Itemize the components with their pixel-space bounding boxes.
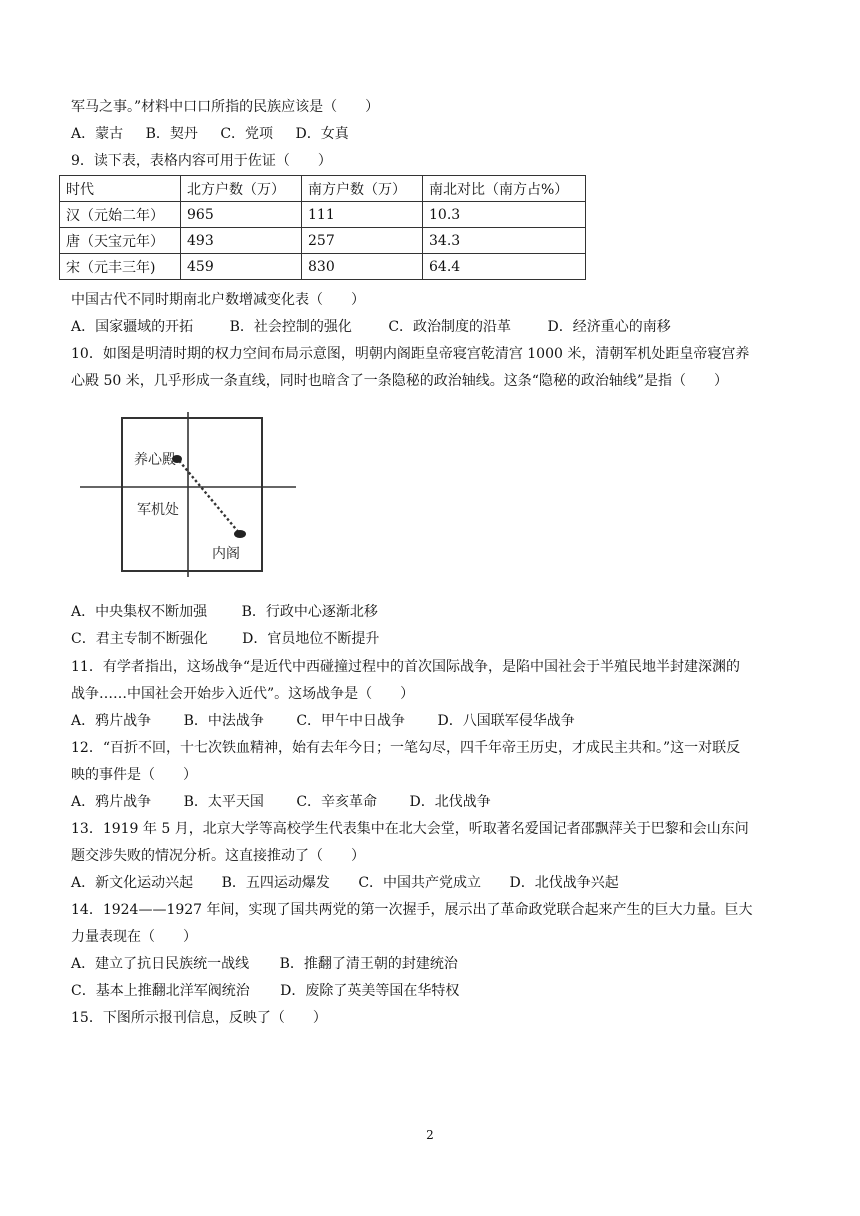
- q8-stem: 军马之事。”材料中口口所指的民族应该是（ ）: [71, 99, 380, 115]
- q14-options-row1: [71, 954, 476, 974]
- q11-stem-line2: 战争……中国社会开始步入近代”。这场战争是（ ）: [71, 686, 415, 702]
- q8-option-c: C．党项: [220, 126, 274, 142]
- q9-options: [71, 317, 689, 337]
- palace-boundary: [122, 418, 262, 571]
- q9-option-c: C．政治制度的沿革: [388, 319, 512, 335]
- q15-stem: 15．下图所示报刊信息，反映了（ ）: [71, 1010, 327, 1026]
- table-row: [60, 202, 586, 228]
- table-cell: 64.4: [423, 254, 586, 280]
- page-number: 2: [426, 1128, 434, 1142]
- q10-option-b: B．行政中心逐渐北移: [241, 604, 378, 620]
- q14-option-d: D．废除了英美等国在华特权: [280, 983, 460, 999]
- table-cell: 汉（元始二年）: [60, 202, 181, 228]
- q10-option-c: C．君主专制不断强化: [71, 631, 208, 647]
- q13-options: [71, 873, 637, 893]
- table-header-row: [60, 176, 586, 202]
- q14-stem-line2: 力量表现在（ ）: [71, 929, 197, 945]
- q11-option-b: B．中法战争: [183, 713, 264, 729]
- q10-diagram: [80, 412, 300, 577]
- q11-option-d: D．八国联军侵华战争: [437, 713, 575, 729]
- q10-option-a: A．中央集权不断加强: [71, 604, 208, 620]
- q13-option-c: C．中国共产党成立: [358, 875, 482, 891]
- table-cell: 830: [302, 254, 423, 280]
- q10-options-row1: [71, 602, 396, 622]
- label-neige: 内阁: [212, 546, 240, 562]
- q11-option-c: C．甲午中日战争: [296, 713, 406, 729]
- table-row: [60, 228, 586, 254]
- table-cell: 459: [181, 254, 302, 280]
- q12-stem-line1: 12．“百折不回，十七次铁血精神，始有去年今日；一笔勾尽，四千年帝王历史，才成民主共和。”这一对联反: [71, 740, 741, 756]
- q10-option-d: D．官员地位不断提升: [242, 631, 380, 647]
- q14-option-c: C．基本上推翻北洋军阀统治: [71, 983, 250, 999]
- q11-option-a: A．鸦片战争: [71, 713, 152, 729]
- q12-options: [71, 792, 509, 812]
- q13-option-d: D．北伐战争兴起: [509, 875, 619, 891]
- q10-stem-line1: 10．如图是明清时期的权力空间布局示意图，明朝内阁距皇帝寝宫乾清宫 1000 米，清朝军机处距皇帝寝宫养: [71, 346, 750, 362]
- q10-options-row2: [71, 629, 397, 649]
- q9-option-d: D．经济重心的南移: [547, 319, 671, 335]
- q9-option-b: B．社会控制的强化: [229, 319, 352, 335]
- label-yangxindian: 养心殿: [134, 452, 176, 468]
- q13-stem-line1: 13．1919 年 5 月，北京大学等高校学生代表集中在北大会堂，听取著名爱国记者邵飘萍关于巴黎和会山东问: [71, 821, 749, 837]
- q13-stem-line2: 题交涉失败的情况分析。这直接推动了（ ）: [71, 848, 365, 864]
- table-header-cell: 南方户数（万）: [302, 176, 423, 202]
- q9-option-a: A．国家疆域的开拓: [71, 319, 194, 335]
- q13-option-b: B．五四运动爆发: [221, 875, 330, 891]
- q8-option-a: A．蒙古: [71, 126, 124, 142]
- table-cell: 965: [181, 202, 302, 228]
- q12-stem-line2: 映的事件是（ ）: [71, 767, 197, 783]
- q9-table-caption: 中国古代不同时期南北户数增减变化表（ ）: [71, 292, 365, 308]
- table-cell: 34.3: [423, 228, 586, 254]
- label-junjichu: 军机处: [137, 502, 179, 518]
- q8-option-d: D．女真: [295, 126, 349, 142]
- q13-option-a: A．新文化运动兴起: [71, 875, 194, 891]
- q12-option-b: B．太平天国: [183, 794, 264, 810]
- q8-option-b: B．契丹: [145, 126, 198, 142]
- q12-option-d: D．北伐战争: [409, 794, 491, 810]
- q14-options-row2: [71, 981, 477, 1001]
- political-axis-dotted-line: [176, 457, 240, 534]
- q8-options: [71, 124, 367, 144]
- q14-option-b: B．推翻了清王朝的封建统治: [279, 956, 458, 972]
- table-row: [60, 254, 586, 280]
- q14-stem-line1: 14．1924——1927 年间，实现了国共两党的第一次握手，展示出了革命政党联合起来产生的巨大力量。巨大: [71, 902, 753, 918]
- q11-stem-line1: 11．有学者指出，这场战争“是近代中西碰撞过程中的首次国际战争，是陷中国社会于半殖民地半封建深渊的: [71, 659, 740, 675]
- neige-marker: [234, 530, 246, 538]
- table-header-cell: 时代: [60, 176, 181, 202]
- table-header-cell: 南北对比（南方占%）: [423, 176, 586, 202]
- q9-table: [59, 175, 586, 280]
- table-header-cell: 北方户数（万）: [181, 176, 302, 202]
- table-cell: 111: [302, 202, 423, 228]
- table-cell: 宋（元丰三年): [60, 254, 181, 280]
- q12-option-c: C．辛亥革命: [296, 794, 378, 810]
- table-cell: 493: [181, 228, 302, 254]
- table-cell: 10.3: [423, 202, 586, 228]
- table-cell: 唐（天宝元年）: [60, 228, 181, 254]
- q10-stem-line2: 心殿 50 米，几乎形成一条直线，同时也暗含了一条隐秘的政治轴线。这条“隐秘的政治轴线”是指（ ）: [71, 373, 729, 389]
- q11-options: [71, 711, 593, 731]
- q9-stem: 9．读下表，表格内容可用于佐证（ ）: [71, 153, 332, 169]
- q14-option-a: A．建立了抗日民族统一战线: [71, 956, 250, 972]
- q12-option-a: A．鸦片战争: [71, 794, 152, 810]
- table-cell: 257: [302, 228, 423, 254]
